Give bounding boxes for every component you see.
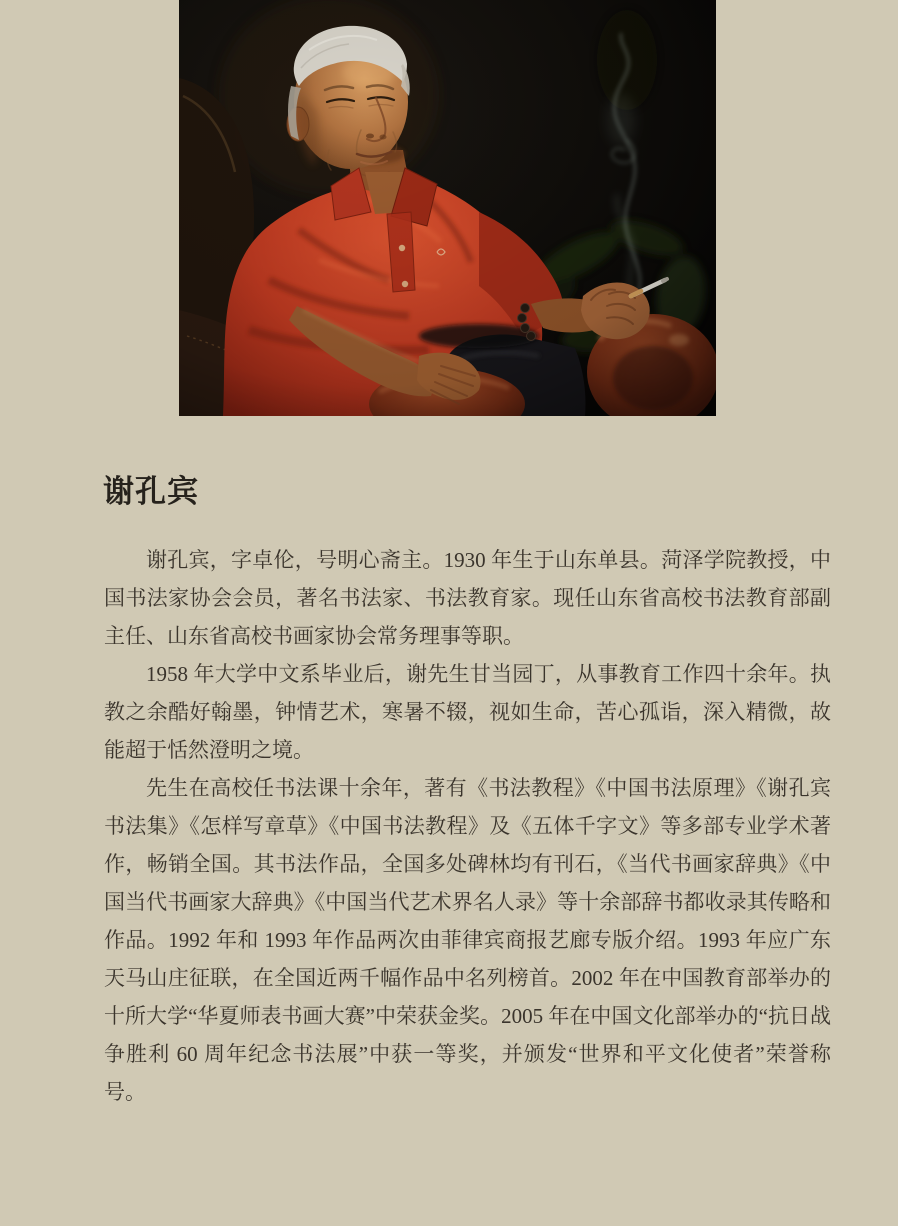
portrait-illustration xyxy=(179,0,716,416)
bio-paragraph-2: 1958 年大学中文系毕业后，谢先生甘当园丁，从事教育工作四十余年。执教之余酷好翰墨，钟情艺术，寒暑不辍，视如生命，苦心孤诣，深入精微，故能超于恬然澄明之境。 xyxy=(104,662,831,762)
portrait-photo xyxy=(179,0,716,416)
bio-paragraph-1: 谢孔宾，字卓伦，号明心斋主。1930 年生于山东单县。菏泽学院教授，中国书法家协会会员，著名书法家、书法教育家。现任山东省高校书法教育部副主任、山东省高校书画家协会常务理事等职。 xyxy=(104,548,831,648)
biography-text xyxy=(104,541,831,1111)
photo-vignette xyxy=(179,0,716,416)
bio-paragraph-3: 先生在高校任书法课十余年，著有《书法教程》《中国书法原理》《谢孔宾书法集》《怎样写章草》《中国书法教程》及《五体千字文》等多部专业学术著作，畅销全国。其书法作品，全国多处碑林均有刊石，《当代书画家辞典》《中国当代书画家大辞典》《中国当代艺术界名人录》等十余部辞书都收录其传略和作品。1992 年和 1993 年作品两次由菲律宾商报艺廊专版介绍。1993 年应广东天马山庄征联，在全国近两千幅作品中名列榜首。2002 年在中国教育部举办的十所大学“华夏师表书画大赛”中荣获金奖。2005 年在中国文化部举办的“抗日战争胜利 60 周年纪念书法展”中获一等奖，并颁发“世界和平文化使者”荣誉称号。 xyxy=(104,776,831,1104)
page-title: 谢孔宾 xyxy=(103,474,199,509)
